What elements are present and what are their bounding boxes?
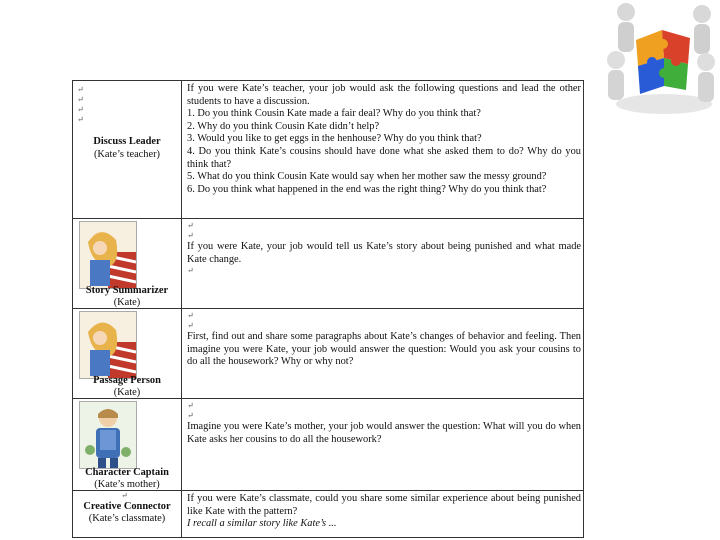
intro-text: If you were Kate’s teacher, your job would ask the following questions and lead the other students to have a discussion. bbox=[187, 83, 581, 107]
kate-illustration-icon bbox=[79, 221, 137, 289]
task-text: First, find out and share some paragraphs about Kate’s changes of behavior and feeling. Then imagine you were Kate, your job would answer the question: Would you ask your cousins to do all the housework? Why or why not? bbox=[187, 331, 581, 368]
role-name: Discuss Leader bbox=[93, 136, 161, 147]
role-table bbox=[72, 80, 584, 538]
role-cell: ↵ Creative Connector (Kate’s classmate) bbox=[73, 491, 181, 537]
question-2: 2. Why do you think Cousin Kate didn’t help? bbox=[187, 120, 380, 132]
role-cell: ↵ ↵ ↵ ↵ Discuss Leader (Kate’s teacher) bbox=[73, 81, 181, 218]
role-subtitle: (Kate’s mother) bbox=[94, 479, 160, 490]
role-name: Creative Connector bbox=[83, 501, 171, 512]
role-name: Story Summarizer bbox=[85, 285, 169, 296]
table-row bbox=[73, 219, 583, 309]
role-description: ↵ ↵ First, find out and share some paragraphs about Kate’s changes of behavior and feeling. Then imagine you were Kate, your job would answer the question: Would you ask your cousins to do all the housework? Why or why not? bbox=[187, 311, 581, 368]
role-subtitle: (Kate) bbox=[113, 297, 141, 308]
role-description: ↵ ↵ Imagine you were Kate’s mother, your job would answer the question: What will you do when Kate asks her cousins to do all the housework? bbox=[187, 401, 581, 445]
role-name: Character Captain bbox=[85, 467, 169, 478]
role-subtitle: (Kate’s teacher) bbox=[93, 149, 161, 160]
question-6: 6. Do you think what happened in the end was the right thing? Why do you think that? bbox=[187, 183, 547, 195]
question-5: 5. What do you think Cousin Kate would say when her mother saw the messy ground? bbox=[187, 171, 547, 183]
role-name: Passage Person bbox=[93, 375, 161, 386]
question-1: 1. Do you think Cousin Kate made a fair deal? Why do you think that? bbox=[187, 108, 481, 120]
role-description bbox=[187, 493, 581, 531]
task-text: Imagine you were Kate’s mother, your job would answer the question: What will you do when Kate asks her cousins to do all the housework? bbox=[187, 421, 581, 445]
role-subtitle: (Kate) bbox=[113, 387, 141, 398]
question-4: 4. Do you think Kate’s cousins should have done what she asked them to do? Why do you think that? bbox=[187, 145, 581, 170]
task-text: If you were Kate’s classmate, could you share some similar experience about being punished like Kate with the pattern? bbox=[187, 493, 581, 517]
task-text: If you were Kate, your job would tell us Kate’s story about being punished and what made Kate change. bbox=[187, 241, 581, 265]
role-cell bbox=[73, 219, 181, 308]
role-cell bbox=[73, 309, 181, 398]
table-row bbox=[73, 309, 583, 399]
table-row bbox=[73, 491, 583, 537]
puzzle-people-logo bbox=[602, 0, 720, 120]
role-cell bbox=[73, 399, 181, 490]
table-row bbox=[73, 81, 583, 219]
sentence-starter: I recall a similar story like Kate’s ... bbox=[187, 518, 337, 530]
kate-illustration-icon bbox=[79, 311, 137, 379]
mother-illustration-icon bbox=[79, 401, 137, 469]
question-3: 3. Would you like to get eggs in the henhouse? Why do you think that? bbox=[187, 133, 482, 145]
role-description bbox=[187, 83, 581, 196]
table-row bbox=[73, 399, 583, 491]
role-description: ↵ ↵ If you were Kate, your job would tell us Kate’s story about being punished and what made Kate change. ↵ bbox=[187, 221, 581, 276]
role-subtitle: (Kate’s classmate) bbox=[88, 513, 166, 524]
